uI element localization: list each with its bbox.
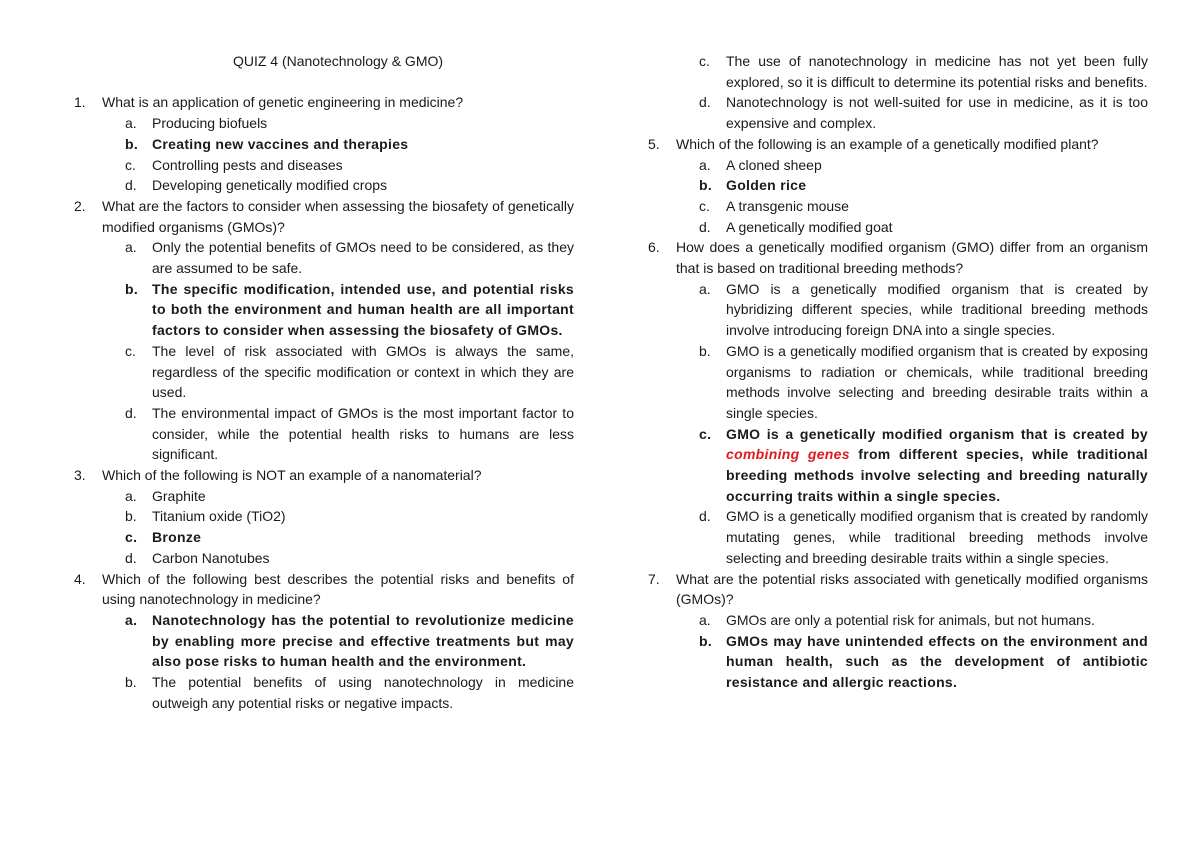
option-b <box>74 672 574 713</box>
option-c-correct <box>74 527 574 548</box>
option-letter: a. <box>125 115 137 132</box>
option-text: Titanium oxide (TiO2) <box>152 508 286 525</box>
option-letter: b. <box>699 342 711 359</box>
option-letter: d. <box>125 404 137 421</box>
option-text: Golden rice <box>726 177 807 194</box>
option-b <box>74 506 574 527</box>
option-text: GMO is a genetically modified organism that is created by hybridizing different species, while traditional breeding methods involve introducing foreign DNA into a single species. <box>726 280 1148 339</box>
option-text: GMOs are only a potential risk for animals, but not humans. <box>726 611 1095 628</box>
option-letter: d. <box>699 508 711 525</box>
question-number: 6. <box>648 239 660 256</box>
option-text: Carbon Nanotubes <box>152 549 270 566</box>
option-letter: c. <box>125 156 136 173</box>
option-letter: b. <box>125 135 139 152</box>
option-letter: c. <box>125 342 136 359</box>
question-number: 1. <box>74 94 86 111</box>
question-1 <box>74 92 574 196</box>
page-title: QUIZ 4 (Nanotechnology & GMO) <box>232 53 444 69</box>
option-a <box>648 279 1148 341</box>
option-letter: d. <box>699 218 711 235</box>
question-text: How does a genetically modified organism (GMO) differ from an organism that is based on traditional breeding methods? <box>676 239 1148 277</box>
option-text: The environmental impact of GMOs is the most important factor to consider, while the potential health risks to humans are less significant. <box>152 404 574 463</box>
option-b-correct <box>74 279 574 341</box>
option-d <box>74 175 574 196</box>
option-b-correct <box>648 631 1148 693</box>
option-letter: c. <box>699 53 710 69</box>
option-d <box>648 506 1148 568</box>
question-5 <box>648 134 1148 238</box>
option-a <box>74 237 574 278</box>
option-letter: b. <box>699 177 713 194</box>
option-text: A genetically modified goat <box>726 218 893 235</box>
option-c <box>648 196 1148 217</box>
question-number: 4. <box>74 570 86 587</box>
option-text: Graphite <box>152 487 206 504</box>
option-letter: b. <box>125 674 137 691</box>
option-text: Nanotechnology has the potential to revolutionize medicine by enabling more precise and effective treatments but may also pose risks to human health and the environment. <box>152 611 574 670</box>
option-letter: d. <box>125 177 137 194</box>
option-text <box>726 424 1148 507</box>
question-number: 3. <box>74 467 86 484</box>
option-a <box>74 486 574 507</box>
option-letter: b. <box>125 508 137 525</box>
option-letter: a. <box>125 239 137 256</box>
option-b-correct <box>648 175 1148 196</box>
question-3 <box>74 465 574 569</box>
option-text: GMO is a genetically modified organism that is created by randomly mutating genes, while traditional breeding methods involve selecting and breeding desirable traits within a single species. <box>726 508 1148 566</box>
option-text: Nanotechnology is not well-suited for use in medicine, as it is too expensive and complex. <box>726 94 1148 132</box>
question-text: What are the factors to consider when assessing the biosafety of genetically modified organisms (GMOs)? <box>102 197 574 235</box>
option-text: The potential benefits of using nanotechnology in medicine outweigh any potential risks or negative impacts. <box>152 674 574 711</box>
question-6 <box>648 237 1148 568</box>
right-column <box>648 51 1148 693</box>
question-number: 7. <box>648 570 660 587</box>
option-text-before: GMO is a genetically modified organism that is created by <box>726 425 1148 442</box>
option-d <box>648 217 1148 238</box>
question-number: 5. <box>648 135 660 152</box>
option-c <box>74 155 574 176</box>
option-letter: a. <box>125 487 137 504</box>
question-text: What is an application of genetic engineering in medicine? <box>102 94 464 111</box>
option-letter: b. <box>125 280 139 297</box>
option-d <box>74 548 574 569</box>
question-text: Which of the following is NOT an example of a nanomaterial? <box>102 467 482 484</box>
question-4-continued <box>648 51 1148 134</box>
option-text: Bronze <box>152 529 202 546</box>
question-7 <box>648 569 1148 693</box>
highlighted-phrase: combining genes <box>726 446 850 463</box>
option-letter: a. <box>699 156 711 173</box>
option-text: GMO is a genetically modified organism that is created by exposing organisms to radiation or chemicals, while traditional breeding methods involve selecting and breeding desirable traits within a single species. <box>726 342 1148 421</box>
option-letter: a. <box>699 280 711 297</box>
option-text: Creating new vaccines and therapies <box>152 135 409 152</box>
option-letter: b. <box>699 632 713 649</box>
option-a-correct <box>74 610 574 672</box>
option-text: The specific modification, intended use, and potential risks to both the environment and human health are all important factors to consider when assessing the biosafety of GMOs. <box>152 280 574 339</box>
option-b-correct <box>74 134 574 155</box>
option-text: Only the potential benefits of GMOs need to be considered, as they are assumed to be safe. <box>152 239 574 277</box>
question-text: What are the potential risks associated with genetically modified organisms (GMOs)? <box>676 570 1148 608</box>
option-text: The use of nanotechnology in medicine has not yet been fully explored, so it is difficult to determine its potential risks and benefits. <box>726 53 1148 90</box>
option-c-correct <box>648 424 1148 507</box>
question-4 <box>74 569 574 714</box>
question-2 <box>74 196 574 465</box>
option-a <box>648 155 1148 176</box>
option-text: Developing genetically modified crops <box>152 177 388 194</box>
option-text: GMOs may have unintended effects on the environment and human health, such as the development of antibiotic resistance and allergic reactions. <box>726 632 1148 691</box>
option-text: Controlling pests and diseases <box>152 156 343 173</box>
option-letter: d. <box>699 94 711 111</box>
question-number: 2. <box>74 197 86 214</box>
question-text: Which of the following best describes the potential risks and benefits of using nanotechnology in medicine? <box>102 570 574 608</box>
option-letter: c. <box>125 529 138 546</box>
option-text: A cloned sheep <box>726 156 822 173</box>
option-a <box>74 113 574 134</box>
option-text-after: from different species, while traditional breeding methods involve selecting and breeding naturally occurring traits within a single species. <box>726 446 1148 504</box>
left-column <box>74 51 574 713</box>
option-letter: c. <box>699 197 710 214</box>
option-a <box>648 610 1148 631</box>
question-text: Which of the following is an example of a genetically modified plant? <box>676 135 1099 152</box>
option-text: The level of risk associated with GMOs is always the same, regardless of the specific modification or context in which they are used. <box>152 342 574 401</box>
option-letter: d. <box>125 549 137 566</box>
option-d <box>74 403 574 465</box>
option-b <box>648 341 1148 424</box>
option-c <box>74 341 574 403</box>
option-letter: a. <box>125 611 138 628</box>
option-letter: a. <box>699 611 711 628</box>
option-d <box>648 92 1148 133</box>
option-text: A transgenic mouse <box>726 197 849 214</box>
option-letter: c. <box>699 425 712 442</box>
option-text: Producing biofuels <box>152 115 268 132</box>
option-c <box>648 51 1148 92</box>
